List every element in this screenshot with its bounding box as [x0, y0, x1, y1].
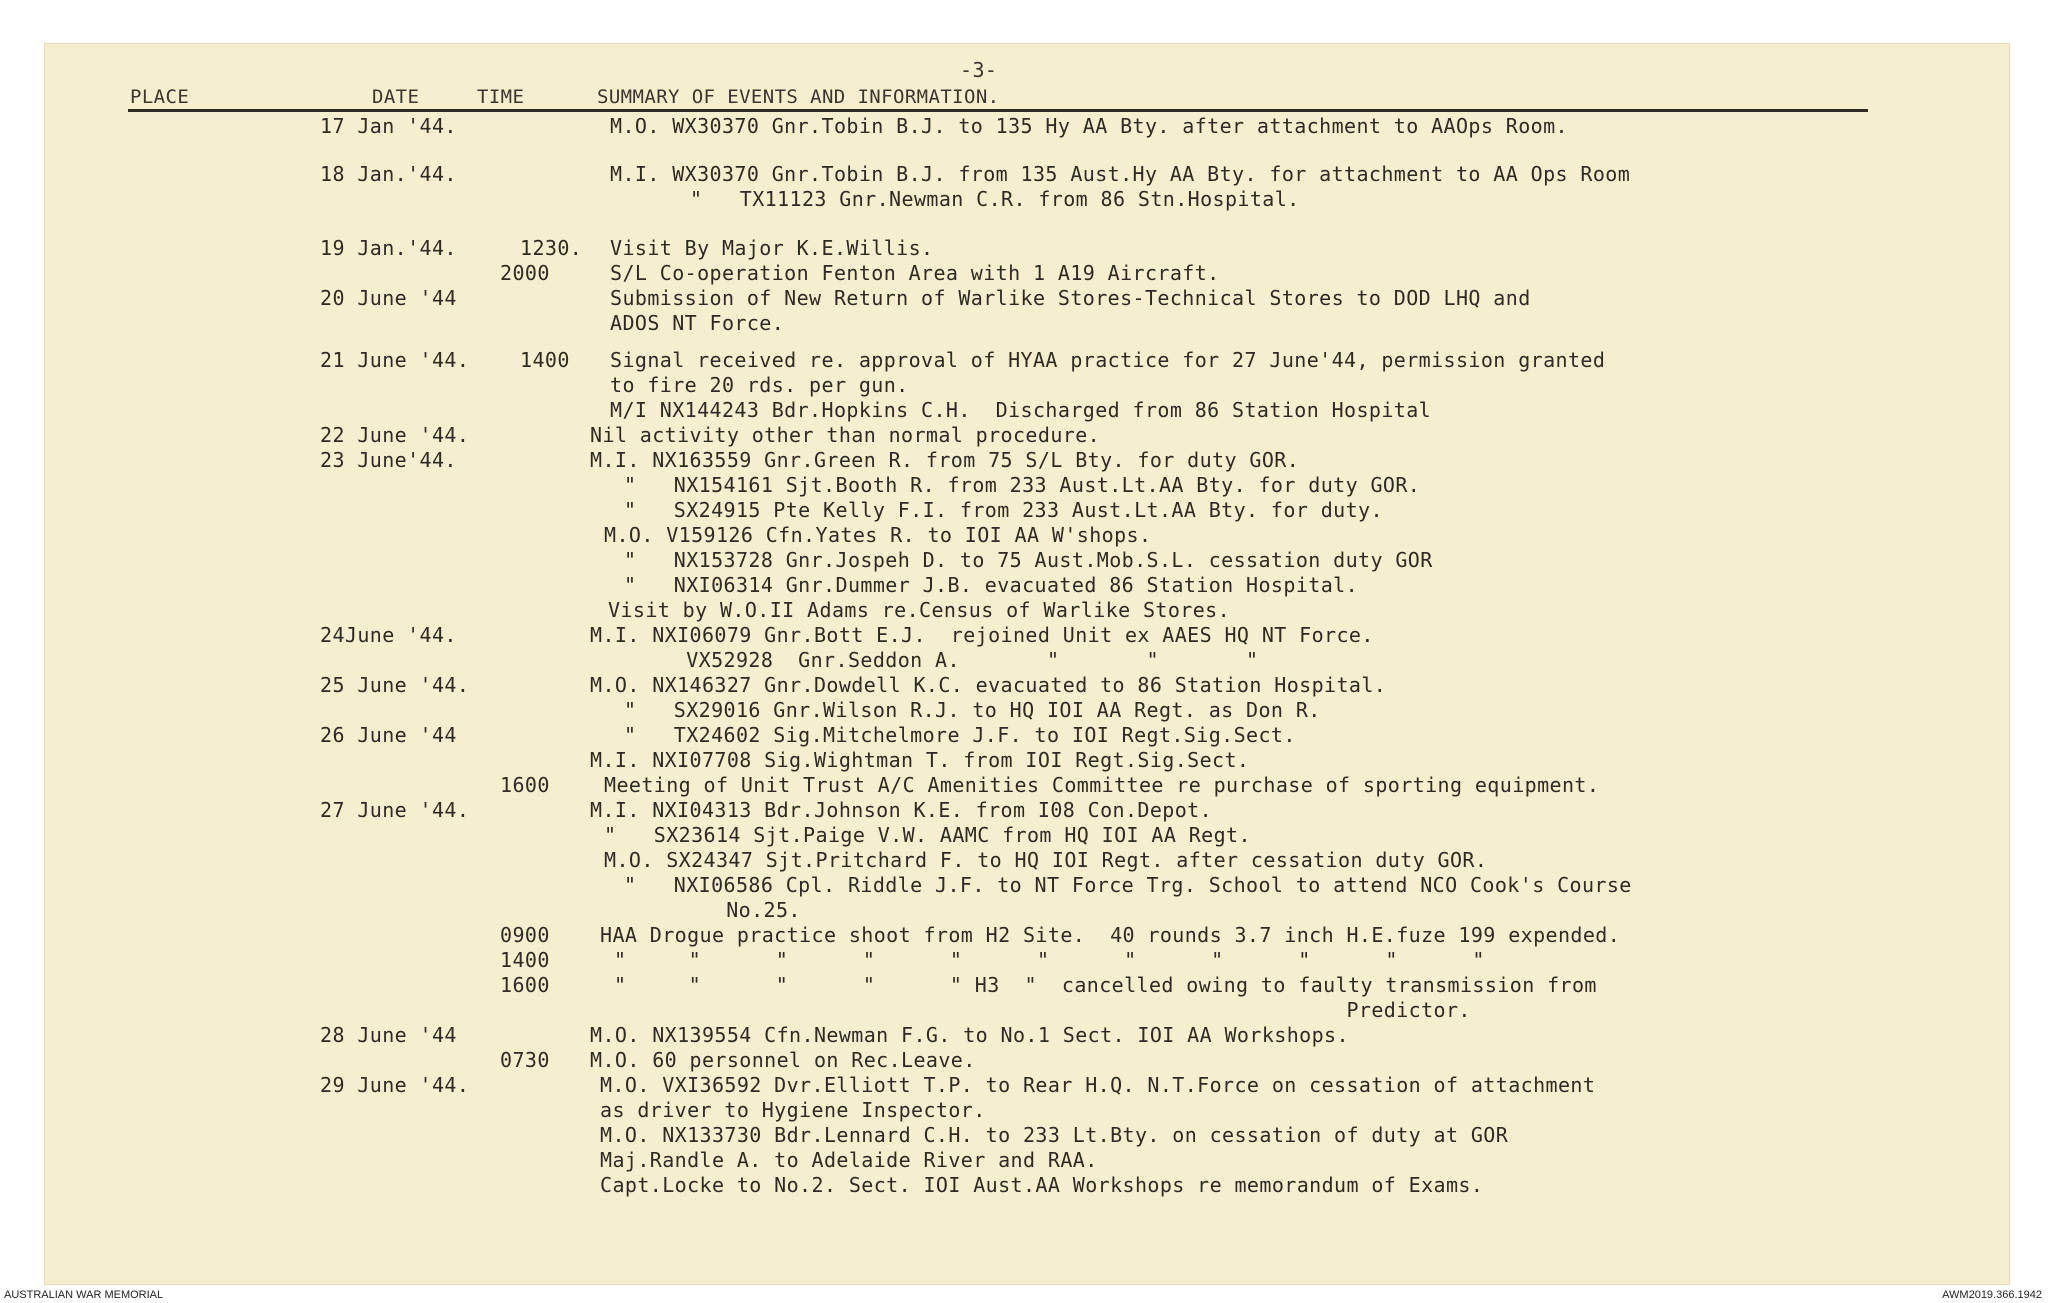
entry-text: M.O. NX146327 Gnr.Dowdell K.C. evacuated to 86 Station Hospital. [590, 673, 1387, 697]
entry-text: No.25. [664, 898, 801, 922]
entry-text: " " " " " " " " " " " [614, 948, 1485, 972]
entry-text: M.O. VXI36592 Dvr.Elliott T.P. to Rear H.Q. N.T.Force on cessation of attachment [600, 1073, 1596, 1097]
entry-text: M.O. NX133730 Bdr.Lennard C.H. to 233 Lt.Bty. on cessation of duty at GOR [600, 1123, 1509, 1147]
entry-date: 20 June '44 [320, 286, 457, 310]
entry-text: " NXI06314 Gnr.Dummer J.B. evacuated 86 Station Hospital. [624, 573, 1359, 597]
entry-text: M.O. WX30370 Gnr.Tobin B.J. to 135 Hy AA Bty. after attachment to AAOps Room. [610, 114, 1568, 138]
entry-date: 29 June '44. [320, 1073, 470, 1097]
entry-time: 2000 [500, 261, 550, 285]
header-rule [128, 109, 1868, 112]
entry-text: as driver to Hygiene Inspector. [600, 1098, 986, 1122]
entry-text: M/I NX144243 Bdr.Hopkins C.H. Discharged from 86 Station Hospital [610, 398, 1432, 422]
entry-text: " NX153728 Gnr.Jospeh D. to 75 Aust.Mob.S.L. cessation duty GOR [624, 548, 1433, 572]
entry-text: M.O. 60 personnel on Rec.Leave. [590, 1048, 976, 1072]
entry-text: " SX23614 Sjt.Paige V.W. AAMC from HQ IOI AA Regt. [604, 823, 1251, 847]
entry-text: Signal received re. approval of HYAA practice for 27 June'44, permission granted [610, 348, 1606, 372]
entry-time: 1600 [500, 973, 550, 997]
entry-text: HAA Drogue practice shoot from H2 Site. 40 rounds 3.7 inch H.E.fuze 199 expended. [600, 923, 1621, 947]
entry-text: M.O. NX139554 Cfn.Newman F.G. to No.1 Sect. IOI AA Workshops. [590, 1023, 1349, 1047]
entry-time: 0730 [500, 1048, 550, 1072]
entry-text: Nil activity other than normal procedure. [590, 423, 1101, 447]
entry-text: Capt.Locke to No.2. Sect. IOI Aust.AA Workshops re memorandum of Exams. [600, 1173, 1484, 1197]
entry-text: M.I. WX30370 Gnr.Tobin B.J. from 135 Aust.Hy AA Bty. for attachment to AA Ops Room [610, 162, 1631, 186]
entry-text: Maj.Randle A. to Adelaide River and RAA. [600, 1148, 1098, 1172]
entry-date: 23 June'44. [320, 448, 457, 472]
entry-text: " TX24602 Sig.Mitchelmore J.F. to IOI Regt.Sig.Sect. [624, 723, 1296, 747]
entry-text: VX52928 Gnr.Seddon A. " " " [624, 648, 1259, 672]
entry-text: M.I. NX163559 Gnr.Green R. from 75 S/L Bty. for duty GOR. [590, 448, 1300, 472]
entry-text: ADOS NT Force. [610, 311, 785, 335]
entry-text: Submission of New Return of Warlike Stores-Technical Stores to DOD LHQ and [610, 286, 1531, 310]
entry-time: 1400 [520, 348, 570, 372]
entry-time: 0900 [500, 923, 550, 947]
entry-text: " TX11123 Gnr.Newman C.R. from 86 Stn.Hospital. [690, 187, 1300, 211]
entry-date: 19 Jan.'44. [320, 236, 457, 260]
entry-date: 24June '44. [320, 623, 457, 647]
entry-text: M.O. SX24347 Sjt.Pritchard F. to HQ IOI Regt. after cessation duty GOR. [604, 848, 1488, 872]
entry-text: S/L Co-operation Fenton Area with 1 A19 Aircraft. [610, 261, 1220, 285]
header-place: PLACE [130, 86, 190, 108]
entry-time: 1600 [500, 773, 550, 797]
entry-date: 17 Jan '44. [320, 114, 457, 138]
entry-time: 1400 [500, 948, 550, 972]
entry-text: Predictor. [600, 998, 1471, 1022]
entry-date: 28 June '44 [320, 1023, 457, 1047]
entry-time: 1230. [520, 236, 583, 260]
entry-text: M.I. NXI04313 Bdr.Johnson K.E. from I08 Con.Depot. [590, 798, 1213, 822]
entry-date: 22 June '44. [320, 423, 470, 447]
entry-text: M.I. NXI07708 Sig.Wightman T. from IOI Regt.Sig.Sect. [590, 748, 1250, 772]
entry-date: 25 June '44. [320, 673, 470, 697]
entry-text: " NX154161 Sjt.Booth R. from 233 Aust.Lt.AA Bty. for duty GOR. [624, 473, 1421, 497]
entry-date: 26 June '44 [320, 723, 457, 747]
entry-text: M.I. NXI06079 Gnr.Bott E.J. rejoined Unit ex AAES HQ NT Force. [590, 623, 1374, 647]
entry-text: Visit by W.O.II Adams re.Census of Warlike Stores. [608, 598, 1231, 622]
footer-catalogue-number: AWM2019.366.1942 [1942, 1289, 2042, 1301]
entry-text: Meeting of Unit Trust A/C Amenities Committee re purchase of sporting equipment. [604, 773, 1600, 797]
entry-text: " " " " " H3 " cancelled owing to faulty transmission from [614, 973, 1597, 997]
header-summary: SUMMARY OF EVENTS AND INFORMATION. [597, 86, 1000, 108]
entry-text: to fire 20 rds. per gun. [610, 373, 909, 397]
entry-text: " SX29016 Gnr.Wilson R.J. to HQ IOI AA Regt. as Don R. [624, 698, 1321, 722]
entry-text: Visit By Major K.E.Willis. [610, 236, 934, 260]
footer-archive-name: AUSTRALIAN WAR MEMORIAL [4, 1289, 164, 1301]
page-number: -3- [960, 58, 998, 82]
entry-text: " NXI06586 Cpl. Riddle J.F. to NT Force Trg. School to attend NCO Cook's Course [624, 873, 1632, 897]
entry-date: 18 Jan.'44. [320, 162, 457, 186]
entry-text: M.O. V159126 Cfn.Yates R. to IOI AA W'shops. [604, 523, 1152, 547]
entry-text: " SX24915 Pte Kelly F.I. from 233 Aust.Lt.AA Bty. for duty. [624, 498, 1383, 522]
header-time: TIME [477, 86, 525, 108]
entry-date: 27 June '44. [320, 798, 470, 822]
entry-date: 21 June '44. [320, 348, 470, 372]
header-date: DATE [372, 86, 420, 108]
